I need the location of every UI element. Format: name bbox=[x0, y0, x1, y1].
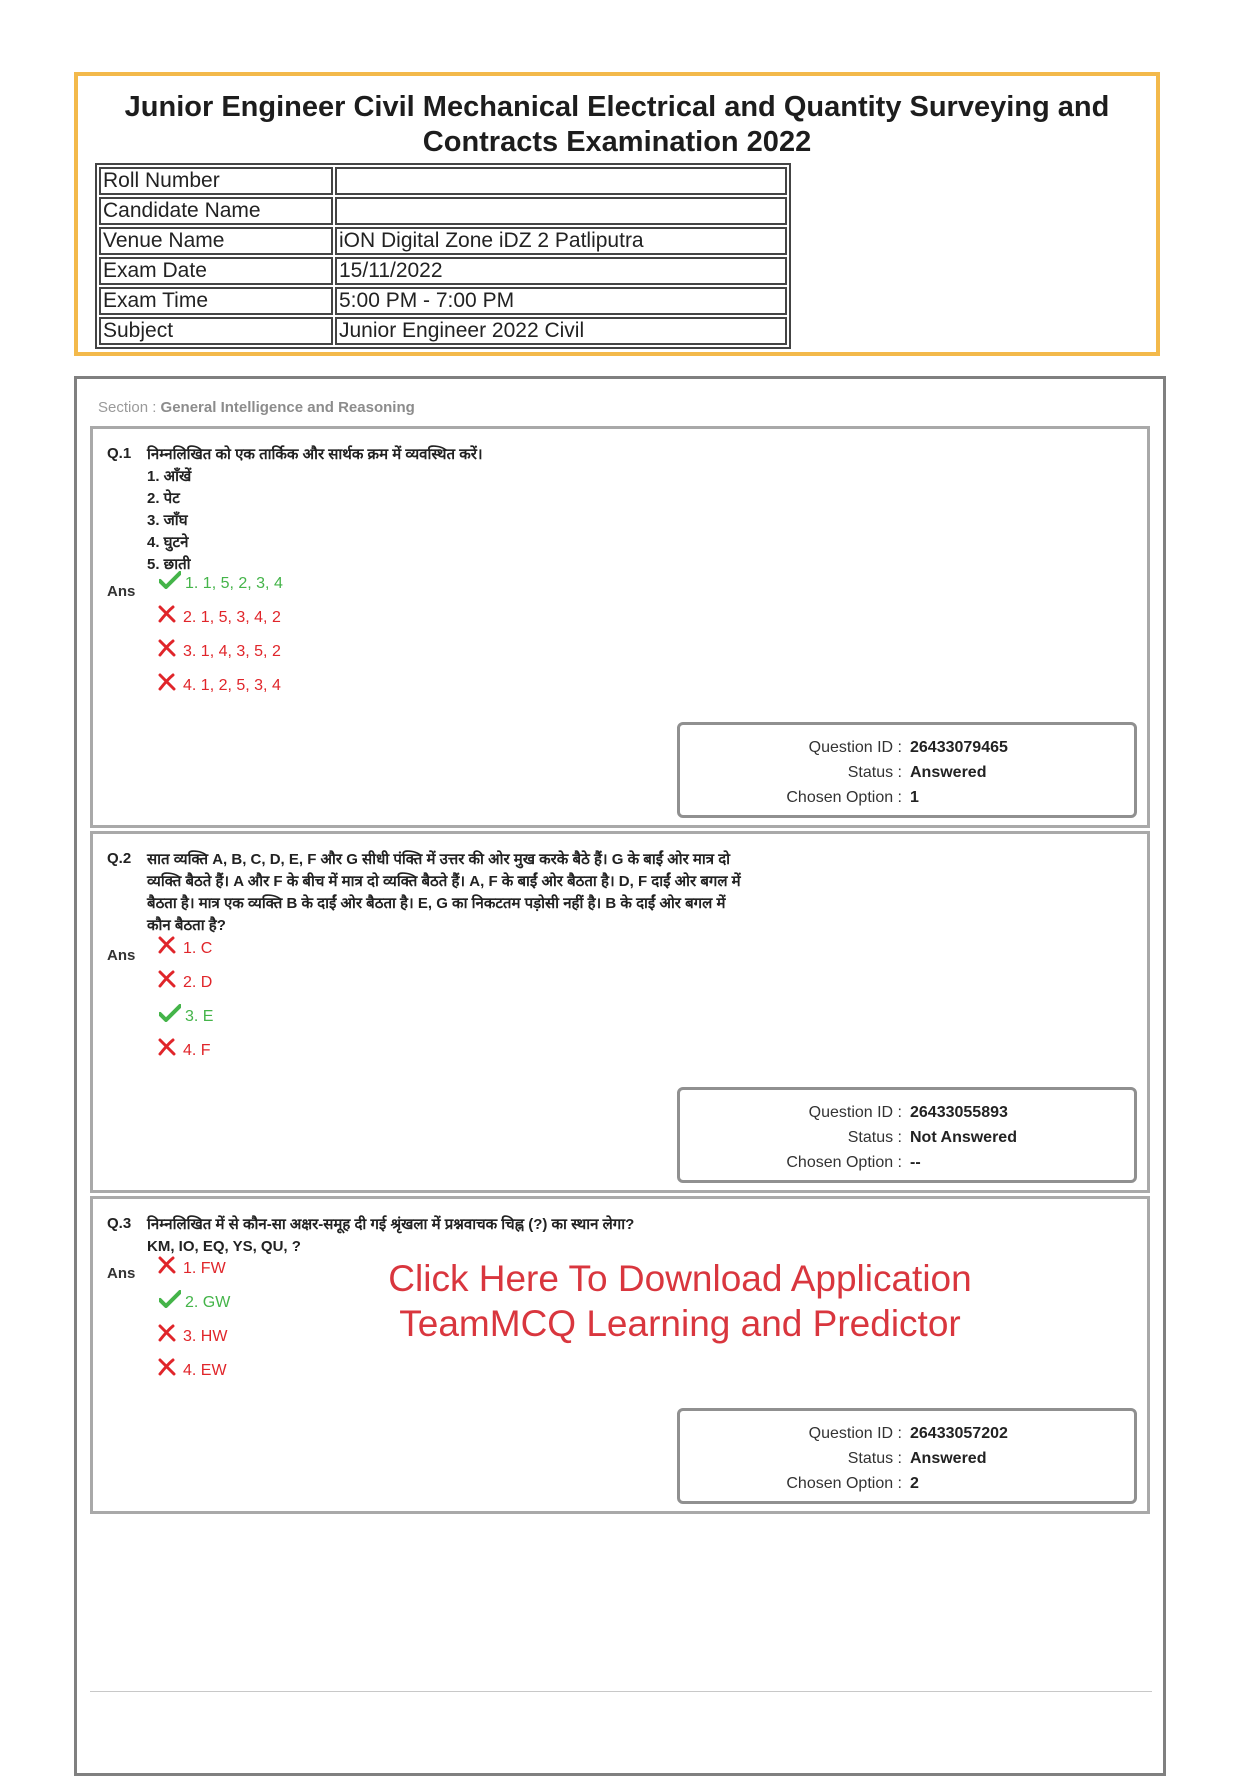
question-line: सात व्यक्ति A, B, C, D, E, F और G सीधी पंक्ति में उत्तर की ओर मुख करके बैठे हैं। G के बाईं ओर मात्र दो bbox=[147, 851, 731, 868]
answer-option bbox=[157, 605, 281, 629]
question-status-value: Not Answered bbox=[910, 1129, 1017, 1146]
exam-header bbox=[74, 72, 1160, 356]
option-text: 3. E bbox=[185, 1008, 214, 1026]
cross-icon bbox=[157, 936, 179, 962]
info-label: Exam Time bbox=[99, 287, 333, 315]
answer-option bbox=[159, 1290, 230, 1314]
question-id-value: 26433055893 bbox=[910, 1104, 1008, 1121]
question-text bbox=[147, 444, 827, 576]
exam-title bbox=[78, 90, 1156, 160]
cross-icon bbox=[157, 1256, 179, 1282]
question-number: Q.3 bbox=[107, 1215, 132, 1232]
candidate-info-table bbox=[95, 163, 791, 349]
option-text: 4. F bbox=[183, 1042, 211, 1060]
answer-option bbox=[157, 639, 281, 663]
check-icon bbox=[159, 571, 181, 597]
chosen-option-value: 1 bbox=[910, 789, 919, 806]
info-value: 15/11/2022 bbox=[335, 257, 787, 285]
question-line: 5. छाती bbox=[147, 556, 191, 573]
chosen-option-label: Chosen Option : bbox=[786, 789, 902, 806]
section-label bbox=[98, 399, 415, 416]
ans-label: Ans bbox=[107, 583, 136, 600]
info-label: Subject bbox=[99, 317, 333, 345]
info-label: Candidate Name bbox=[99, 197, 333, 225]
cross-icon bbox=[157, 970, 179, 996]
question-panel bbox=[90, 1196, 1150, 1514]
option-text: 2. D bbox=[183, 974, 213, 992]
option-text: 2. 1, 5, 3, 4, 2 bbox=[183, 609, 281, 627]
question-id-label: Question ID : bbox=[808, 1104, 902, 1121]
info-value: Junior Engineer 2022 Civil bbox=[335, 317, 787, 345]
answer-option bbox=[157, 936, 212, 960]
question-id-label: Question ID : bbox=[808, 739, 902, 756]
info-label: Roll Number bbox=[99, 167, 333, 195]
cross-icon bbox=[157, 605, 179, 631]
question-panel bbox=[90, 831, 1150, 1193]
cross-icon bbox=[157, 1324, 179, 1350]
exam-title-line-1: Junior Engineer Civil Mechanical Electrical and Quantity Surveying and bbox=[124, 91, 1110, 123]
cross-icon bbox=[157, 639, 179, 665]
answer-option bbox=[157, 1358, 227, 1382]
answer-option bbox=[159, 571, 283, 595]
info-row bbox=[99, 317, 787, 345]
option-text: 1. FW bbox=[183, 1260, 226, 1278]
option-text: 3. HW bbox=[183, 1328, 228, 1346]
info-label: Exam Date bbox=[99, 257, 333, 285]
question-id-value: 26433057202 bbox=[910, 1425, 1008, 1442]
question-line: 3. जाँघ bbox=[147, 512, 188, 529]
section-prefix: Section : bbox=[98, 399, 161, 416]
answer-option bbox=[157, 1038, 211, 1062]
option-text: 3. 1, 4, 3, 5, 2 bbox=[183, 643, 281, 661]
info-value: iON Digital Zone iDZ 2 Patliputra bbox=[335, 227, 787, 255]
question-number: Q.2 bbox=[107, 850, 132, 867]
info-value: 5:00 PM - 7:00 PM bbox=[335, 287, 787, 315]
info-label: Venue Name bbox=[99, 227, 333, 255]
option-text: 4. EW bbox=[183, 1362, 227, 1380]
info-value bbox=[335, 197, 787, 225]
question-line: निम्नलिखित को एक तार्किक और सार्थक क्रम में व्यवस्थित करें। bbox=[147, 446, 483, 463]
question-meta-box bbox=[677, 1408, 1137, 1504]
question-text bbox=[147, 1214, 827, 1258]
info-value bbox=[335, 167, 787, 195]
cross-icon bbox=[157, 1358, 179, 1384]
question-meta-box bbox=[677, 722, 1137, 818]
promo-line-1[interactable]: Click Here To Download Application bbox=[388, 1258, 972, 1299]
answer-option bbox=[157, 1256, 226, 1280]
question-line: 1. आँखें bbox=[147, 468, 192, 485]
info-row bbox=[99, 287, 787, 315]
ans-label: Ans bbox=[107, 1265, 136, 1282]
answer-option bbox=[159, 1004, 213, 1028]
question-line: बैठता है। मात्र एक व्यक्ति B के दाईं ओर बैठता है। E, G का निकटतम पड़ोसी नहीं है। B के दाईं ओर बगल में bbox=[147, 895, 726, 912]
question-line: निम्नलिखित में से कौन-सा अक्षर-समूह दी गई श्रृंखला में प्रश्नवाचक चिह्न (?) का स्थान लेगा? bbox=[147, 1216, 635, 1233]
promo-line-2[interactable]: TeamMCQ Learning and Predictor bbox=[399, 1303, 961, 1344]
check-icon bbox=[159, 1290, 181, 1316]
question-meta-box bbox=[677, 1087, 1137, 1183]
info-row bbox=[99, 197, 787, 225]
divider bbox=[90, 1691, 1152, 1692]
info-row bbox=[99, 167, 787, 195]
chosen-option-value: -- bbox=[910, 1154, 921, 1171]
question-line: 2. पेट bbox=[147, 490, 180, 507]
section-name: General Intelligence and Reasoning bbox=[160, 399, 415, 416]
question-status-value: Answered bbox=[910, 1450, 987, 1467]
cross-icon bbox=[157, 1038, 179, 1064]
exam-title-line-2: Contracts Examination 2022 bbox=[422, 126, 812, 158]
answer-option bbox=[157, 673, 281, 697]
info-row bbox=[99, 257, 787, 285]
question-status-label: Status : bbox=[847, 764, 902, 781]
question-number: Q.1 bbox=[107, 445, 132, 462]
ans-label: Ans bbox=[107, 947, 136, 964]
question-status-label: Status : bbox=[847, 1129, 902, 1146]
option-text: 4. 1, 2, 5, 3, 4 bbox=[183, 677, 281, 695]
question-line: व्यक्ति बैठते हैं। A और F के बीच में मात्र दो व्यक्ति बैठते हैं। A, F के बाईं ओर बैठता है। D, F दाईं ओर बगल में bbox=[147, 873, 741, 890]
answer-option bbox=[157, 970, 212, 994]
question-status-value: Answered bbox=[910, 764, 987, 781]
question-id-label: Question ID : bbox=[808, 1425, 902, 1442]
question-line: कौन बैठता है? bbox=[147, 917, 226, 934]
check-icon bbox=[159, 1004, 181, 1030]
answer-option bbox=[157, 1324, 227, 1348]
chosen-option-value: 2 bbox=[910, 1475, 919, 1492]
question-line: 4. घुटने bbox=[147, 534, 189, 551]
question-text bbox=[147, 849, 827, 937]
option-text: 1. C bbox=[183, 940, 213, 958]
question-status-label: Status : bbox=[847, 1450, 902, 1467]
question-line: KM, IO, EQ, YS, QU, ? bbox=[147, 1238, 301, 1255]
chosen-option-label: Chosen Option : bbox=[786, 1475, 902, 1492]
option-text: 2. GW bbox=[185, 1294, 231, 1312]
chosen-option-label: Chosen Option : bbox=[786, 1154, 902, 1171]
info-row bbox=[99, 227, 787, 255]
question-panel bbox=[90, 426, 1150, 828]
download-app-link[interactable] bbox=[300, 1256, 1060, 1346]
question-id-value: 26433079465 bbox=[910, 739, 1008, 756]
cross-icon bbox=[157, 673, 179, 699]
option-text: 1. 1, 5, 2, 3, 4 bbox=[185, 575, 283, 593]
